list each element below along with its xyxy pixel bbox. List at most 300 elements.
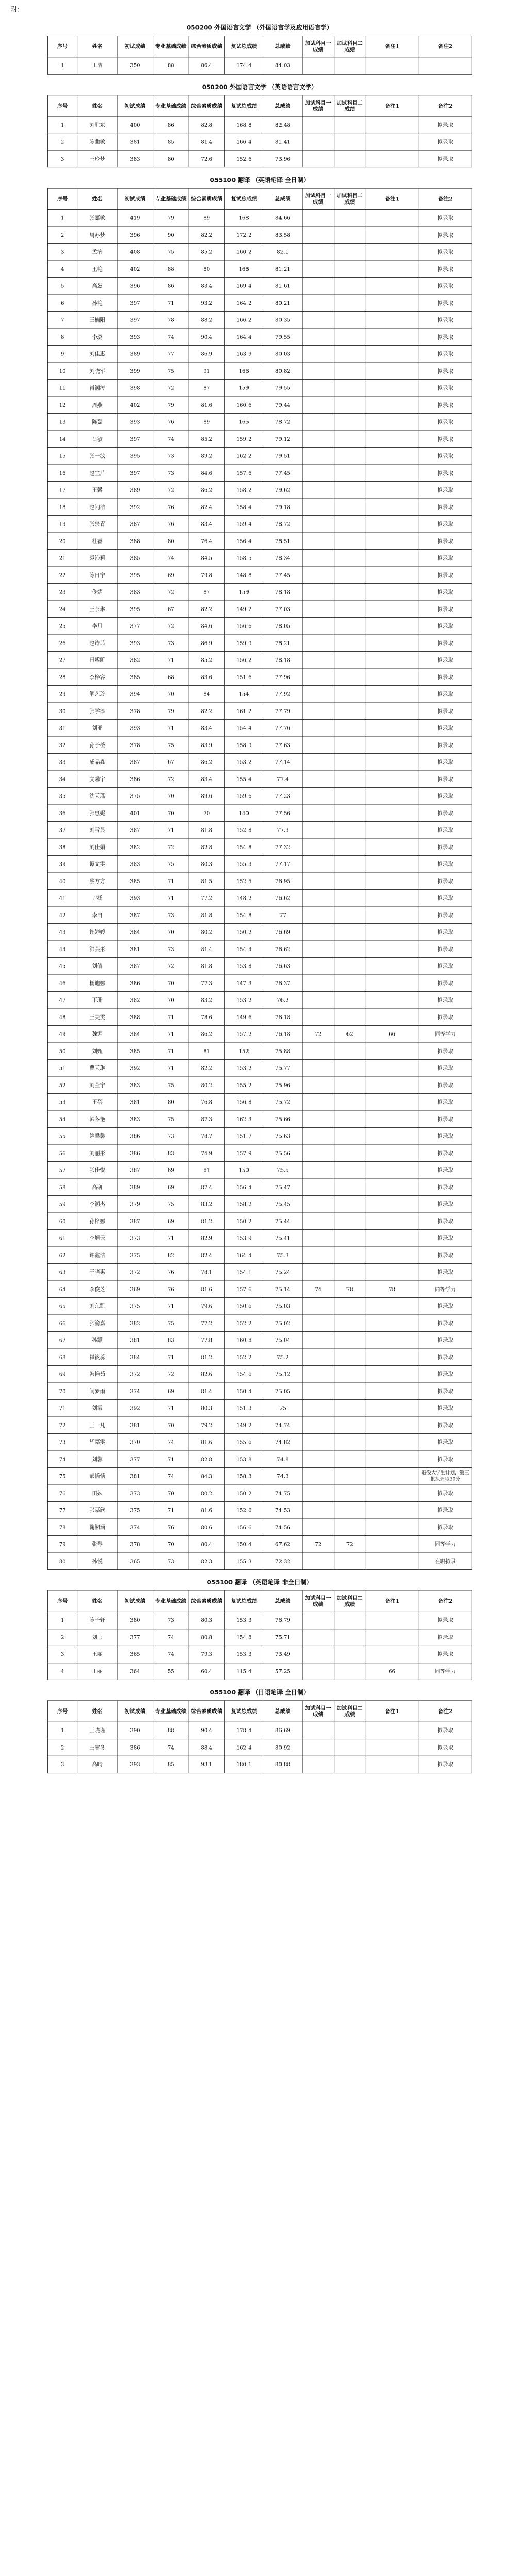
cell-initial: 386 (117, 975, 153, 992)
table-row (47, 1536, 472, 1553)
cell-initial: 385 (117, 669, 153, 686)
cell-retest: 160.2 (224, 244, 263, 261)
cell-prof: 71 (153, 1230, 189, 1247)
cell-total: 81.61 (263, 278, 302, 295)
cell-note2: 拟录取 (419, 652, 472, 669)
cell-initial: 364 (117, 1663, 153, 1680)
cell-prof: 74 (153, 1646, 189, 1663)
cell-comp: 82.8 (189, 1451, 224, 1468)
table-row (47, 1349, 472, 1366)
cell-initial: 382 (117, 992, 153, 1009)
cell-comp: 81.2 (189, 1349, 224, 1366)
cell-extra2 (334, 346, 366, 363)
table-row (47, 1612, 472, 1629)
cell-extra1 (302, 1663, 334, 1680)
cell-comp: 82.8 (189, 116, 224, 133)
cell-name: 孙灏 (77, 1332, 117, 1349)
cell-note1 (366, 1179, 419, 1196)
cell-rank: 26 (47, 635, 77, 652)
cell-name: 袁沁莉 (77, 550, 117, 567)
cell-extra2 (334, 363, 366, 380)
cell-rank: 1 (47, 1722, 77, 1739)
cell-extra1 (302, 1400, 334, 1417)
cell-comp: 81.8 (189, 958, 224, 975)
cell-note2: 拟录取 (419, 414, 472, 431)
cell-extra2 (334, 1646, 366, 1663)
cell-initial: 399 (117, 363, 153, 380)
cell-prof: 71 (153, 873, 189, 890)
table-row (47, 856, 472, 873)
cell-total: 76.63 (263, 958, 302, 975)
cell-prof: 80 (153, 533, 189, 550)
cell-note1 (366, 516, 419, 533)
cell-total: 77.23 (263, 788, 302, 805)
cell-note2: 拟录取 (419, 737, 472, 754)
cell-extra1 (302, 975, 334, 992)
cell-extra2 (334, 397, 366, 414)
table-row (47, 890, 472, 907)
cell-extra2 (334, 1162, 366, 1179)
cell-comp: 84.6 (189, 618, 224, 635)
cell-note2: 拟录取 (419, 1722, 472, 1739)
cell-prof: 71 (153, 1026, 189, 1043)
cell-name: 肖润涛 (77, 380, 117, 397)
table-row (47, 329, 472, 346)
cell-name: 王洁 (77, 57, 117, 74)
cell-extra1 (302, 116, 334, 133)
cell-rank: 2 (47, 1629, 77, 1646)
cell-note1: 66 (366, 1026, 419, 1043)
cell-initial: 387 (117, 822, 153, 839)
cell-total: 73.49 (263, 1646, 302, 1663)
cell-initial: 388 (117, 1009, 153, 1026)
table-row (47, 1298, 472, 1315)
cell-note2: 拟录取 (419, 116, 472, 133)
table-row (47, 1281, 472, 1298)
cell-extra2 (334, 1434, 366, 1451)
cell-comp: 80.2 (189, 1485, 224, 1502)
cell-note1 (366, 1332, 419, 1349)
cell-extra1 (302, 907, 334, 924)
cell-total: 77.03 (263, 601, 302, 618)
header-initial: 初试成绩 (117, 1701, 153, 1722)
cell-comp: 83.4 (189, 278, 224, 295)
cell-retest: 152 (224, 1043, 263, 1060)
cell-name: 王茶琳 (77, 601, 117, 618)
cell-prof: 75 (153, 1196, 189, 1213)
cell-comp: 80.6 (189, 1519, 224, 1536)
cell-extra1 (302, 941, 334, 958)
cell-rank: 7 (47, 312, 77, 329)
cell-note2: 拟录取 (419, 1451, 472, 1468)
cell-total: 78.21 (263, 635, 302, 652)
cell-comp: 77.8 (189, 1332, 224, 1349)
cell-extra2 (334, 669, 366, 686)
cell-extra1 (302, 431, 334, 448)
cell-initial: 372 (117, 1366, 153, 1383)
cell-rank: 1 (47, 210, 77, 227)
cell-comp: 60.4 (189, 1663, 224, 1680)
table-row (47, 1502, 472, 1519)
cell-extra1 (302, 261, 334, 278)
cell-prof: 86 (153, 278, 189, 295)
cell-initial: 387 (117, 1162, 153, 1179)
cell-initial: 379 (117, 1196, 153, 1213)
cell-comp: 80.8 (189, 1629, 224, 1646)
cell-extra2 (334, 703, 366, 720)
header-extra2: 加试科目二成绩 (334, 36, 366, 57)
cell-retest: 157.9 (224, 1145, 263, 1162)
cell-note1 (366, 244, 419, 261)
cell-extra1 (302, 567, 334, 584)
cell-extra1 (302, 924, 334, 941)
cell-note2: 拟录取 (419, 890, 472, 907)
cell-note1 (366, 635, 419, 652)
header-retest: 复试总成绩 (224, 1590, 263, 1612)
cell-comp: 86.2 (189, 1026, 224, 1043)
cell-initial: 383 (117, 856, 153, 873)
cell-total: 80.21 (263, 295, 302, 312)
cell-name: 闫梦雨 (77, 1383, 117, 1400)
cell-initial: 384 (117, 1349, 153, 1366)
cell-total: 77.79 (263, 703, 302, 720)
cell-comp: 83.4 (189, 516, 224, 533)
table-row (47, 448, 472, 465)
cell-total: 75.12 (263, 1366, 302, 1383)
cell-extra2 (334, 941, 366, 958)
cell-extra1 (302, 873, 334, 890)
cell-extra2 (334, 1111, 366, 1128)
cell-note2: 拟录取 (419, 1502, 472, 1519)
cell-rank: 19 (47, 516, 77, 533)
cell-note2: 同等学力 (419, 1026, 472, 1043)
cell-retest: 159.4 (224, 516, 263, 533)
cell-retest: 166.2 (224, 312, 263, 329)
cell-rank: 22 (47, 567, 77, 584)
cell-initial: 394 (117, 686, 153, 703)
header-extra2: 加试科目二成绩 (334, 1590, 366, 1612)
cell-total: 75.03 (263, 1298, 302, 1315)
cell-note2: 拟录取 (419, 1400, 472, 1417)
cell-rank: 51 (47, 1060, 77, 1077)
cell-extra2 (334, 1722, 366, 1739)
cell-prof: 73 (153, 1128, 189, 1145)
cell-note1 (366, 397, 419, 414)
header-extra1: 加试科目一成绩 (302, 188, 334, 209)
cell-note2: 拟录取 (419, 133, 472, 150)
cell-extra1 (302, 992, 334, 1009)
cell-prof: 70 (153, 1417, 189, 1434)
cell-total: 74.74 (263, 1417, 302, 1434)
cell-comp: 82.2 (189, 227, 224, 244)
cell-name: 魏源 (77, 1026, 117, 1043)
cell-extra2 (334, 601, 366, 618)
cell-prof: 75 (153, 1315, 189, 1332)
cell-initial: 386 (117, 771, 153, 788)
cell-extra1 (302, 839, 334, 856)
cell-rank: 62 (47, 1247, 77, 1264)
cell-comp: 72.6 (189, 150, 224, 167)
cell-note1 (366, 1468, 419, 1485)
cell-prof: 71 (153, 1298, 189, 1315)
cell-initial: 377 (117, 618, 153, 635)
cell-note2: 拟录取 (419, 1009, 472, 1026)
cell-total: 77.45 (263, 465, 302, 482)
cell-note2: 拟录取 (419, 1264, 472, 1281)
cell-note1 (366, 1519, 419, 1536)
cell-name: 于晓惠 (77, 1264, 117, 1281)
header-name: 姓名 (77, 1701, 117, 1722)
table-row (47, 567, 472, 584)
cell-extra1 (302, 618, 334, 635)
cell-comp: 81.8 (189, 907, 224, 924)
cell-comp: 89.6 (189, 788, 224, 805)
cell-total: 81.41 (263, 133, 302, 150)
cell-total: 75.88 (263, 1043, 302, 1060)
cell-extra2 (334, 805, 366, 822)
cell-prof: 79 (153, 210, 189, 227)
cell-retest: 150.4 (224, 1536, 263, 1553)
cell-total: 76.62 (263, 941, 302, 958)
cell-retest: 152.6 (224, 1502, 263, 1519)
table-row (47, 1264, 472, 1281)
cell-name: 王晓瑾 (77, 1722, 117, 1739)
cell-extra2 (334, 686, 366, 703)
cell-total: 82.48 (263, 116, 302, 133)
cell-note1 (366, 1315, 419, 1332)
cell-prof: 74 (153, 550, 189, 567)
cell-name: 王楠阳 (77, 312, 117, 329)
table-row (47, 380, 472, 397)
cell-retest: 151.6 (224, 669, 263, 686)
header-retest: 复试总成绩 (224, 188, 263, 209)
cell-extra2 (334, 533, 366, 550)
section-gap (47, 1570, 472, 1575)
cell-name: 张学淳 (77, 703, 117, 720)
cell-note2: 拟录取 (419, 754, 472, 771)
cell-extra2 (334, 116, 366, 133)
table-row (47, 261, 472, 278)
cell-retest: 151.7 (224, 1128, 263, 1145)
cell-extra2 (334, 584, 366, 601)
cell-retest: 152.8 (224, 822, 263, 839)
cell-rank: 32 (47, 737, 77, 754)
cell-comp: 80 (189, 261, 224, 278)
cell-rank: 11 (47, 380, 77, 397)
table-row (47, 295, 472, 312)
table-row (47, 635, 472, 652)
cell-prof: 73 (153, 907, 189, 924)
cell-initial: 373 (117, 1485, 153, 1502)
cell-initial: 397 (117, 295, 153, 312)
cell-rank: 44 (47, 941, 77, 958)
cell-comp: 89 (189, 210, 224, 227)
cell-name: 王玲梦 (77, 150, 117, 167)
cell-initial: 381 (117, 941, 153, 958)
cell-name: 丁珊 (77, 992, 117, 1009)
section-title: 055100 翻译 （英语笔译 非全日制） (207, 1579, 313, 1586)
cell-rank: 4 (47, 1663, 77, 1680)
cell-extra1 (302, 499, 334, 516)
cell-note1 (366, 975, 419, 992)
cell-total: 80.03 (263, 346, 302, 363)
cell-note1 (366, 1213, 419, 1230)
cell-retest: 150.4 (224, 1383, 263, 1400)
cell-name: 王丽 (77, 1663, 117, 1680)
cell-name: 刀扬 (77, 890, 117, 907)
table-row (47, 116, 472, 133)
cell-retest: 158.4 (224, 499, 263, 516)
cell-prof: 76 (153, 1264, 189, 1281)
cell-retest: 156.4 (224, 1179, 263, 1196)
header-note2: 备注2 (419, 188, 472, 209)
cell-prof: 71 (153, 822, 189, 839)
cell-prof: 69 (153, 567, 189, 584)
cell-initial: 375 (117, 1502, 153, 1519)
cell-name: 李梓容 (77, 669, 117, 686)
cell-note2: 拟录取 (419, 227, 472, 244)
cell-name: 韩艳茹 (77, 1366, 117, 1383)
table-row (47, 720, 472, 737)
cell-retest: 169.4 (224, 278, 263, 295)
cell-note1 (366, 1043, 419, 1060)
cell-extra2 (334, 278, 366, 295)
cell-total: 76.69 (263, 924, 302, 941)
cell-rank: 6 (47, 295, 77, 312)
cell-note2: 在职拟录 (419, 1553, 472, 1570)
cell-initial: 392 (117, 1060, 153, 1077)
cell-initial: 384 (117, 1026, 153, 1043)
cell-rank: 38 (47, 839, 77, 856)
cell-total: 79.62 (263, 482, 302, 499)
cell-extra2 (334, 1663, 366, 1680)
cell-extra1 (302, 1043, 334, 1060)
cell-total: 75.41 (263, 1230, 302, 1247)
cell-note1 (366, 550, 419, 567)
cell-note1 (366, 329, 419, 346)
cell-initial: 380 (117, 1612, 153, 1629)
cell-retest: 158.3 (224, 1468, 263, 1485)
cell-comp: 82.2 (189, 601, 224, 618)
cell-name: 成晶鑫 (77, 754, 117, 771)
table-row (47, 1247, 472, 1264)
cell-prof: 71 (153, 1060, 189, 1077)
cell-name: 文馨宇 (77, 771, 117, 788)
cell-extra2 (334, 1349, 366, 1366)
cell-note1 (366, 907, 419, 924)
cell-note2: 拟录取 (419, 1196, 472, 1213)
header-note2: 备注2 (419, 95, 472, 116)
table-row (47, 618, 472, 635)
cell-name: 周苏梦 (77, 227, 117, 244)
cell-comp: 90.4 (189, 329, 224, 346)
cell-initial: 408 (117, 244, 153, 261)
cell-rank: 17 (47, 482, 77, 499)
cell-note2: 拟录取 (419, 1485, 472, 1502)
header-retest: 复试总成绩 (224, 95, 263, 116)
table-row (47, 652, 472, 669)
cell-total: 75.44 (263, 1213, 302, 1230)
cell-extra1 (302, 1145, 334, 1162)
cell-total: 79.18 (263, 499, 302, 516)
cell-prof: 70 (153, 1536, 189, 1553)
cell-name: 刘甄 (77, 1043, 117, 1060)
cell-note1: 66 (366, 1663, 419, 1680)
cell-name: 洪芸彤 (77, 941, 117, 958)
cell-note1 (366, 1502, 419, 1519)
cell-prof: 70 (153, 788, 189, 805)
cell-note1 (366, 1434, 419, 1451)
cell-name: 曹天琳 (77, 1060, 117, 1077)
cell-total: 75.2 (263, 1349, 302, 1366)
cell-rank: 76 (47, 1485, 77, 1502)
cell-note2: 拟录取 (419, 1349, 472, 1366)
cell-note2: 拟录取 (419, 1111, 472, 1128)
table-row (47, 1400, 472, 1417)
cell-retest: 168 (224, 210, 263, 227)
cell-comp: 84.5 (189, 550, 224, 567)
table-row (47, 482, 472, 499)
cell-initial: 385 (117, 550, 153, 567)
cell-comp: 82.9 (189, 1230, 224, 1247)
cell-comp: 79.2 (189, 1417, 224, 1434)
cell-prof: 70 (153, 686, 189, 703)
cell-retest: 162.2 (224, 448, 263, 465)
header-name: 姓名 (77, 95, 117, 116)
cell-total: 80.92 (263, 1739, 302, 1756)
cell-name: 鞠湘涵 (77, 1519, 117, 1536)
cell-prof: 71 (153, 295, 189, 312)
cell-comp: 77.3 (189, 975, 224, 992)
cell-name: 李冉 (77, 907, 117, 924)
cell-extra1 (302, 1502, 334, 1519)
header-total: 总成绩 (263, 1701, 302, 1722)
cell-rank: 33 (47, 754, 77, 771)
cell-note1 (366, 720, 419, 737)
cell-prof: 79 (153, 397, 189, 414)
table-row (47, 771, 472, 788)
cell-note1 (366, 1128, 419, 1145)
cell-extra2 (334, 1009, 366, 1026)
cell-note1 (366, 1417, 419, 1434)
cell-retest: 174.4 (224, 57, 263, 74)
cell-rank: 67 (47, 1332, 77, 1349)
cell-name: 王艳 (77, 261, 117, 278)
cell-note1 (366, 1451, 419, 1468)
cell-extra1 (302, 1383, 334, 1400)
cell-extra2 (334, 448, 366, 465)
header-rank: 序号 (47, 188, 77, 209)
cell-rank: 68 (47, 1349, 77, 1366)
cell-initial: 387 (117, 516, 153, 533)
cell-initial: 392 (117, 499, 153, 516)
cell-extra2 (334, 1179, 366, 1196)
cell-note1 (366, 1145, 419, 1162)
cell-rank: 31 (47, 720, 77, 737)
cell-name: 高晴 (77, 1756, 117, 1773)
cell-comp: 76.8 (189, 1094, 224, 1111)
cell-extra1 (302, 1128, 334, 1145)
header-note1: 备注1 (366, 95, 419, 116)
cell-extra1 (302, 1434, 334, 1451)
cell-total: 75.5 (263, 1162, 302, 1179)
cell-extra2 (334, 720, 366, 737)
cell-extra2 (334, 1230, 366, 1247)
cell-rank: 53 (47, 1094, 77, 1111)
table-row (47, 737, 472, 754)
cell-note2: 拟录取 (419, 261, 472, 278)
cell-comp: 79.6 (189, 1298, 224, 1315)
